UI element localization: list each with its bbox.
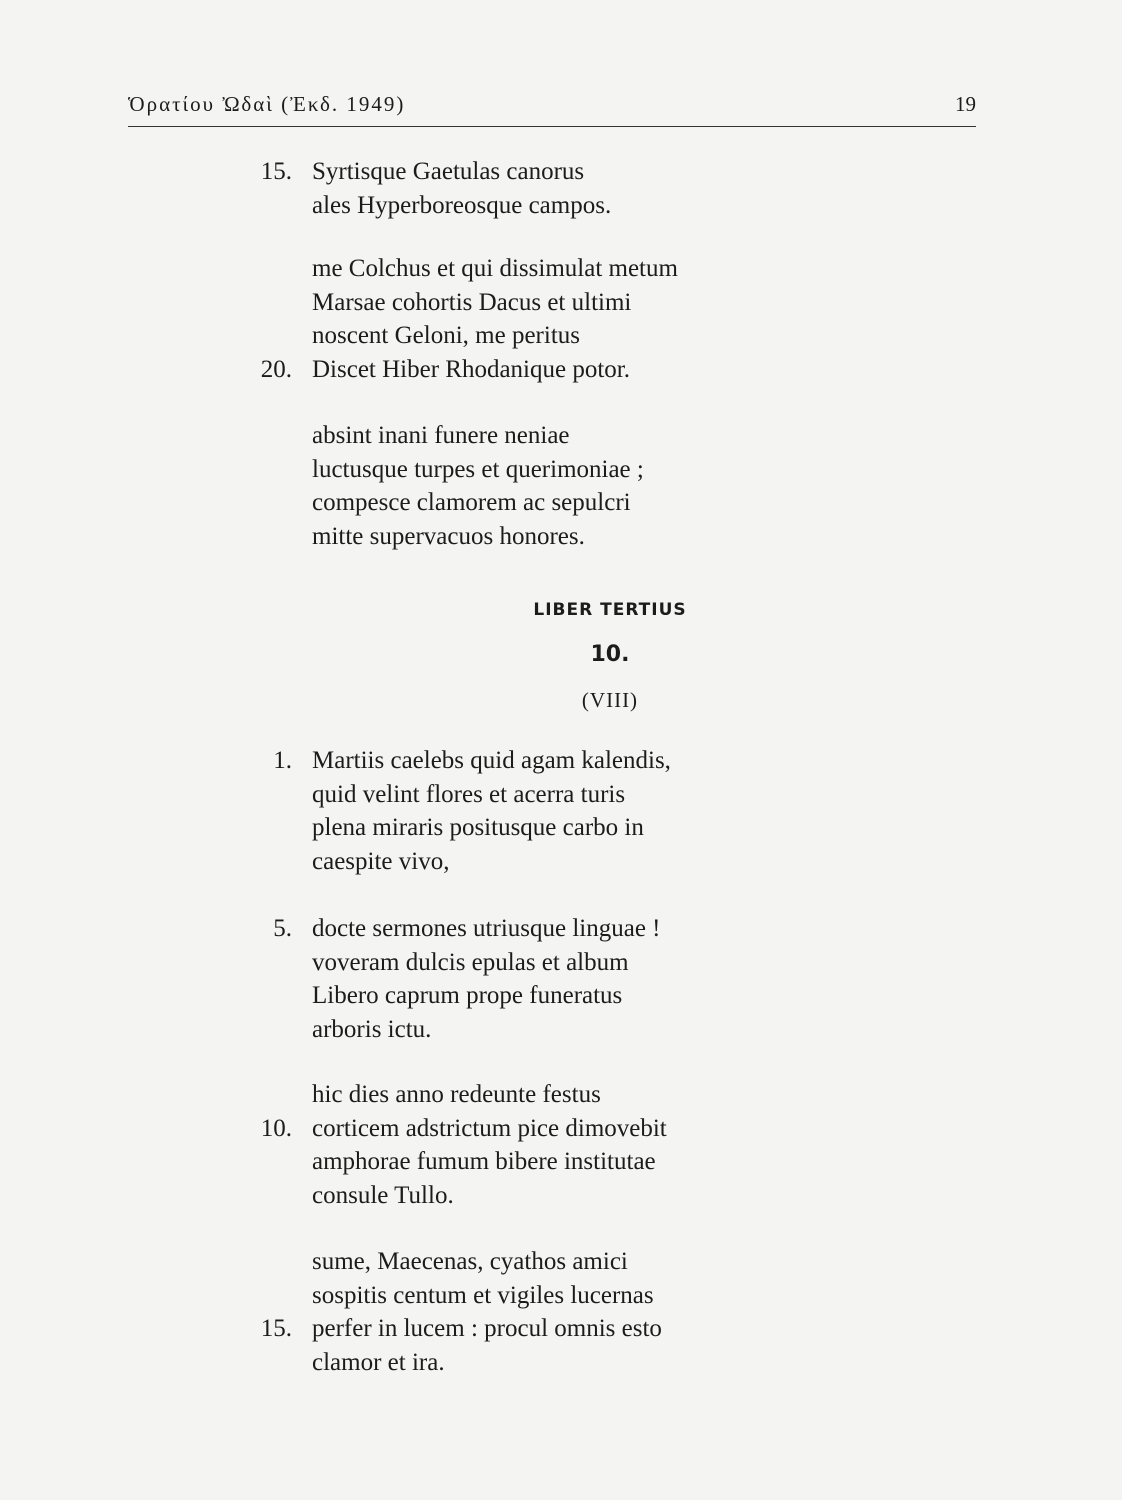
running-title: Ὁρατίου Ὠδαὶ (Ἐκδ. 1949) (128, 92, 406, 116)
verse-text: Syrtisque Gaetulas canorus (312, 158, 585, 185)
verse-text: amphorae fumum bibere institutae (312, 1148, 656, 1175)
verse-text: luctusque turpes et querimoniae ; (312, 455, 644, 483)
verse-text: sume, Maecenas, cyathos amici (312, 1248, 628, 1275)
verse-text: me Colchus et qui dissimulat metum (312, 255, 678, 282)
verse-text: perfer in lucem : procul omnis esto (312, 1315, 662, 1342)
verse-text: Discet Hiber Rhodanique potor. (312, 355, 630, 383)
verse-text: Marsae cohortis Dacus et ultimi (312, 288, 632, 316)
line-number: 5. (273, 915, 292, 942)
verse-text: Libero caprum prope funeratus (312, 982, 623, 1009)
verse-text: Martiis caelebs quid agam kalendis, (312, 747, 671, 774)
verse-text: sospitis centum et vigiles lucernas (312, 1281, 654, 1309)
ode-roman-numeral: (VIII) (581, 688, 639, 712)
verse-text: ales Hyperboreosque campos. (312, 191, 612, 219)
verse-text: arboris ictu. (312, 1015, 432, 1043)
ode-number: 10. (590, 642, 630, 667)
verse-text: compesce clamorem ac sepulcri (312, 489, 631, 516)
verse-text: voveram dulcis epulas et album (312, 948, 629, 976)
line-number: 1. (273, 747, 292, 774)
verse-text: quid velint flores et acerra turis (312, 780, 626, 808)
line-number: 10. (260, 1114, 292, 1142)
verse-text: caespite vivo, (312, 847, 450, 875)
verse-text: mitte supervacuos honores. (312, 522, 585, 550)
line-number: 15. (260, 1315, 292, 1342)
line-number: 15. (260, 158, 292, 185)
line-number: 20. (260, 355, 292, 383)
running-header (128, 92, 976, 122)
verse-text: absint inani funere neniae (312, 422, 570, 449)
verse-text: consule Tullo. (312, 1181, 454, 1209)
verse-text: hic dies anno redeunte festus (312, 1081, 601, 1108)
page-number: 19 (955, 92, 976, 116)
verse-text: corticem adstrictum pice dimovebit (312, 1114, 667, 1142)
header-rule (128, 126, 976, 127)
verse-text: clamor et ira. (312, 1348, 445, 1376)
verse-text: plena miraris positusque carbo in (312, 814, 644, 841)
verse-text: docte sermones utriusque linguae ! (312, 915, 661, 942)
book-heading: LIBER TERTIUS (533, 600, 687, 620)
verse-text: noscent Geloni, me peritus (312, 322, 580, 349)
